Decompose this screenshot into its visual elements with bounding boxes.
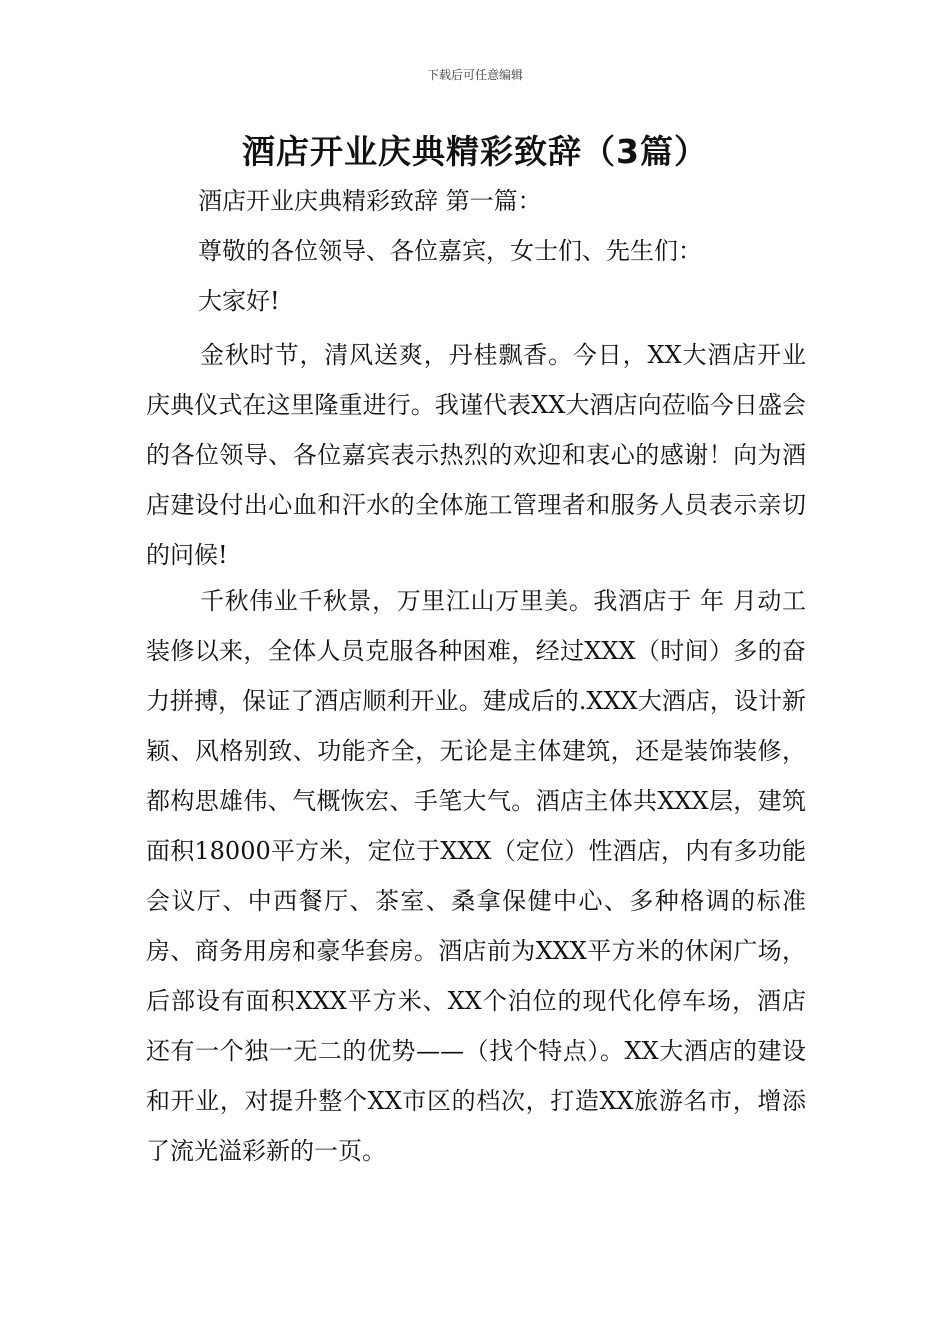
paragraph-1: 金秋时节，清风送爽，丹桂飘香。今日，XX大酒店开业庆典仪式在这里隆重进行。我谨代表XX大酒店向莅临今日盛会的各位领导、各位嘉宾表示热烈的欢迎和衷心的感谢！向为酒店建设付出心血和汗水的全体施工管理者和服务人员表示亲切的问候! xyxy=(146,341,806,569)
document-title: 酒店开业庆典精彩致辞（3篇） xyxy=(242,132,708,171)
section-subtitle: 酒店开业庆典精彩致辞 第一篇： xyxy=(198,187,542,215)
greeting: 大家好! xyxy=(198,287,280,315)
paragraph-2: 千秋伟业千秋景，万里江山万里美。我酒店于 年 月动工装修以来，全体人员克服各种困难，经过XXX（时间）多的奋力拼搏，保证了酒店顺利开业。建成后的.XXX大酒店，设计新颖、风格别致、功能齐全，无论是主体建筑，还是装饰装修，都构思雄伟、气概恢宏、手笔大气。酒店主体共XXX层，建筑面积18000平方米，定位于XXX（定位）性酒店，内有多功能会议厅、中西餐厅、茶室、桑拿保健中心、多种格调的标准房、商务用房和豪华套房。酒店前为XXX平方米的休闲广场，后部设有面积XXX平方米、XX个泊位的现代化停车场，酒店还有一个独一无二的优势——（找个特点）。XX大酒店的建设和开业，对提升整个XX市区的档次，打造XX旅游名市，增添了流光溢彩新的一页。 xyxy=(146,587,806,1165)
header-note: 下载后可任意编辑 xyxy=(426,68,523,82)
salutation: 尊敬的各位领导、各位嘉宾，女士们、先生们： xyxy=(198,237,702,265)
